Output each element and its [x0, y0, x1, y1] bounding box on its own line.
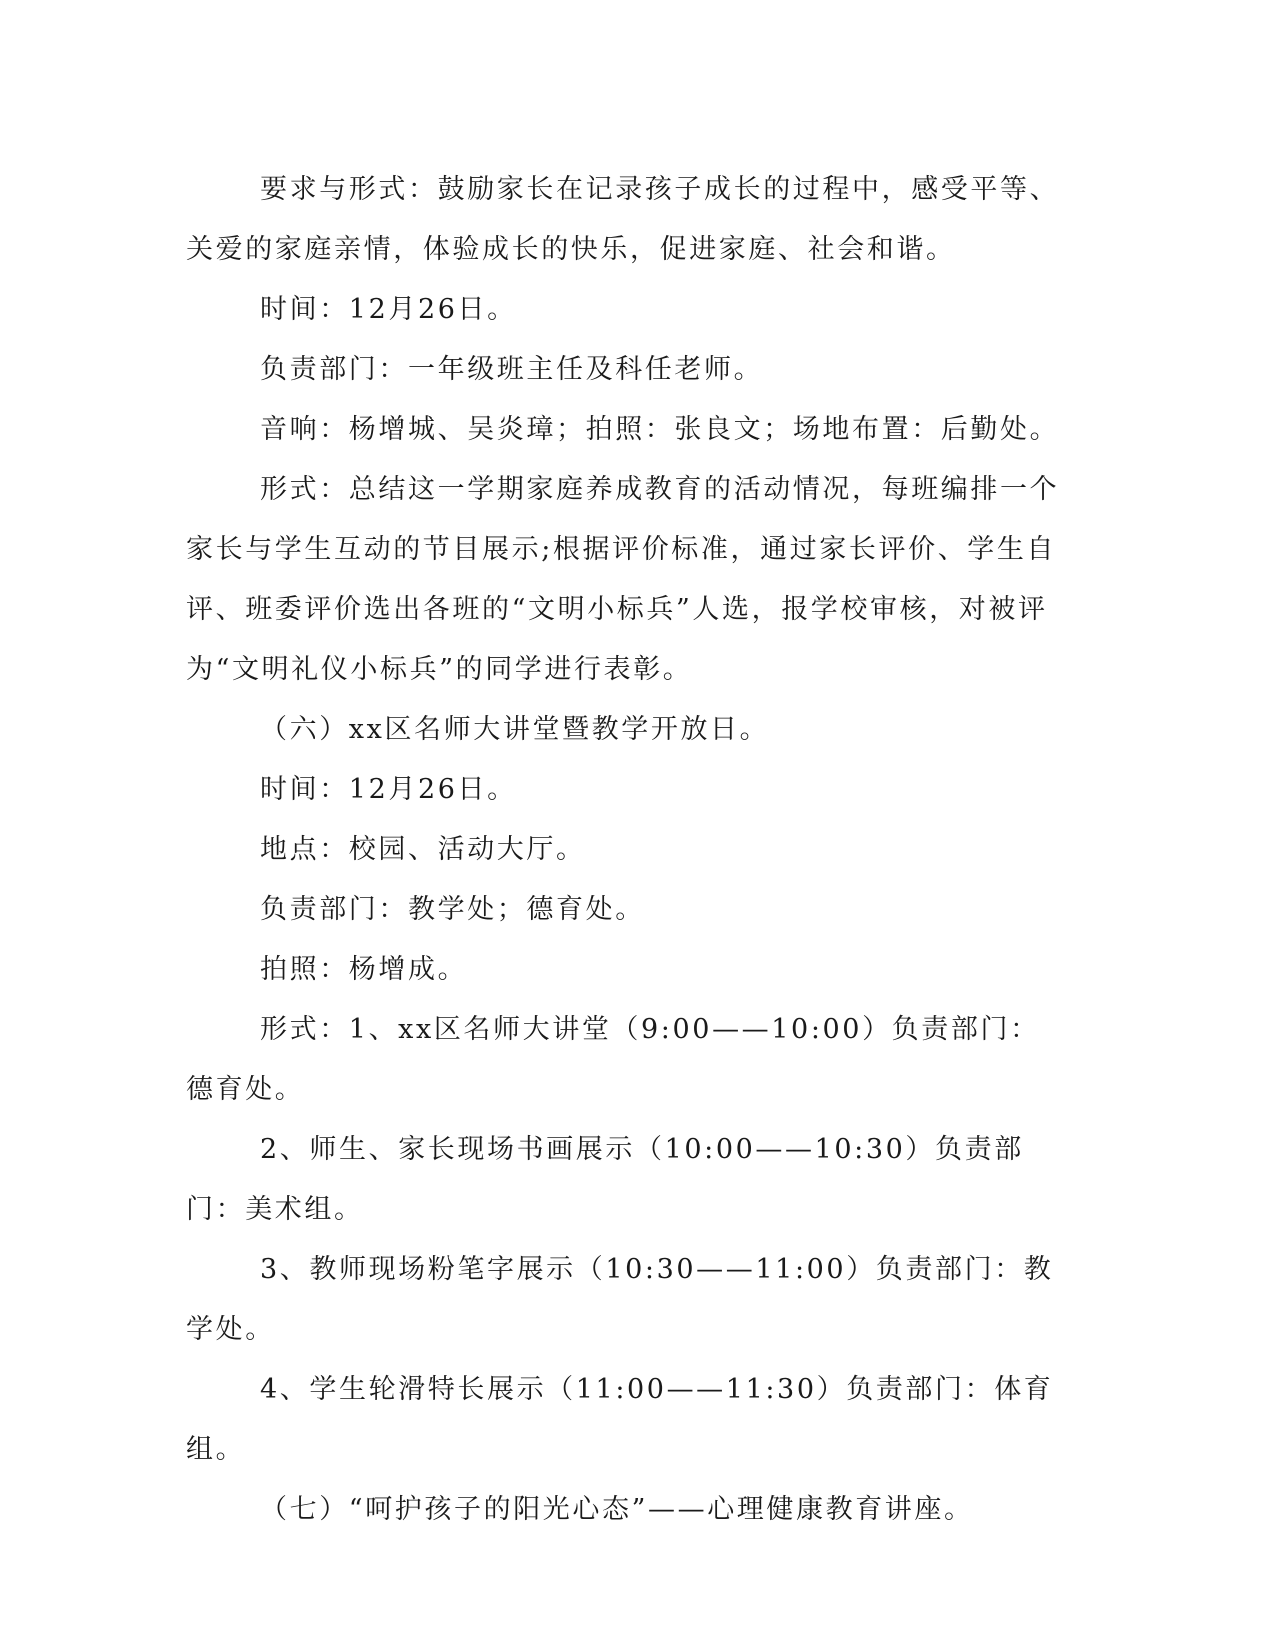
paragraph-requirements: 要求与形式：鼓励家长在记录孩子成长的过程中，感受平等、关爱的家庭亲情，体验成长的快乐，促进家庭、社会和谐。 — [186, 174, 1060, 265]
paragraph-staff-1: 音响：杨增城、吴炎璋；拍照：张良文；场地布置：后勤处。 — [260, 414, 1060, 445]
paragraph-format-1: 形式：总结这一学期家庭养成教育的活动情况，每班编排一个家长与学生互动的节目展示;根据评价标准，通过家长评价、学生自评、班委评价选出各班的“文明小标兵”人选，报学校审核，对被评为“文明礼仪小标兵”的同学进行表彰。 — [186, 474, 1060, 685]
paragraph-format-item-2: 2、师生、家长现场书画展示（10:00——10:30）负责部门：美术组。 — [186, 1134, 1024, 1225]
paragraph-format-item-4: 4、学生轮滑特长展示（11:00——11:30）负责部门：体育组。 — [186, 1374, 1054, 1465]
paragraph-department-1: 负责部门：一年级班主任及科任老师。 — [260, 354, 764, 385]
paragraph-format-item-3: 3、教师现场粉笔字展示（10:30——11:00）负责部门：教学处。 — [186, 1254, 1054, 1345]
paragraph-department-2: 负责部门：教学处；德育处。 — [260, 894, 645, 925]
paragraph-time-1: 时间：12月26日。 — [260, 294, 517, 325]
paragraph-location: 地点：校园、活动大厅。 — [260, 834, 586, 865]
section-heading-six: （六）xx区名师大讲堂暨教学开放日。 — [260, 714, 770, 745]
paragraph-photo: 拍照：杨增成。 — [260, 954, 468, 985]
document-body — [186, 160, 1066, 1540]
paragraph-time-2: 时间：12月26日。 — [260, 774, 517, 805]
section-heading-seven: （七）“呵护孩子的阳光心态”——心理健康教育讲座。 — [260, 1494, 974, 1525]
paragraph-format-item-1: 形式：1、xx区名师大讲堂（9:00——10:00）负责部门：德育处。 — [186, 1014, 1040, 1105]
